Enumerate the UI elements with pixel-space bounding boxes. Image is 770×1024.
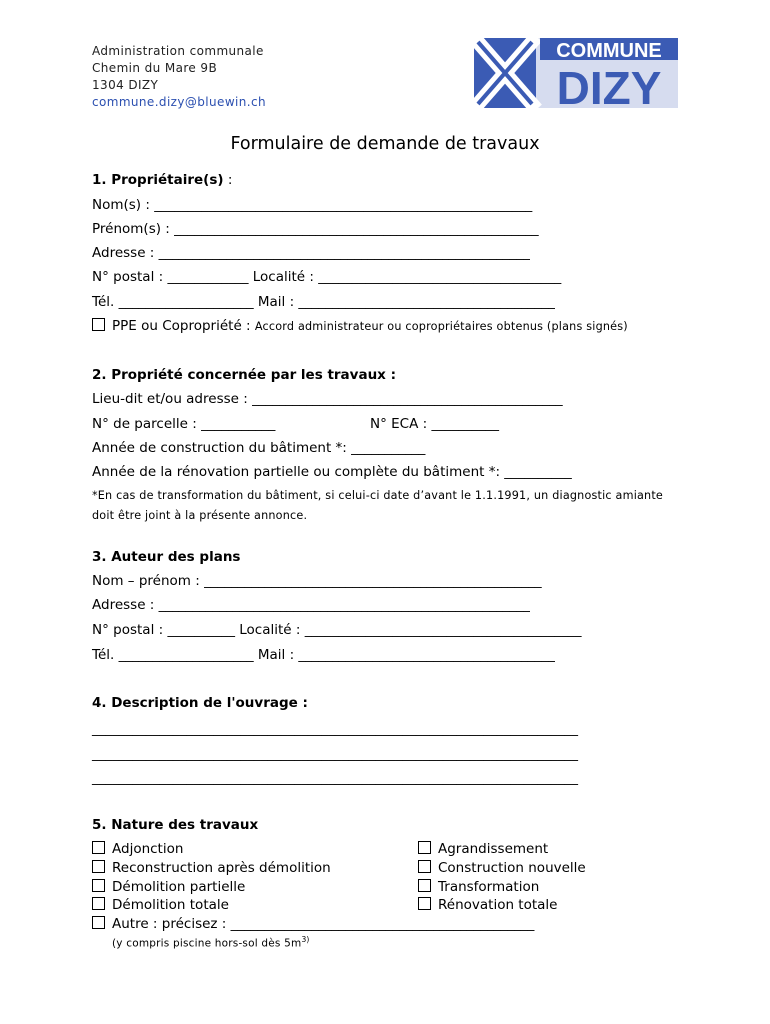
pool-footnote-text: (y compris piscine hors-sol dès 5m <box>112 937 302 950</box>
work-type-label: Rénovation totale <box>438 897 558 913</box>
description-line-1[interactable]: ________________________________________________________________________ <box>92 721 578 737</box>
email-link[interactable]: commune.dizy@bluewin.ch <box>92 95 266 109</box>
work-type-label: Démolition partielle <box>112 879 246 895</box>
renovation-year-field[interactable]: Année de la rénovation partielle ou complète du bâtiment *: __________ <box>92 464 572 480</box>
page-title: Formulaire de demande de travaux <box>230 134 540 154</box>
owner-postal-locality-field[interactable]: N° postal : ____________ Localité : ____________________________________ <box>92 269 562 285</box>
work-type-item <box>418 841 548 857</box>
address-line-2: Chemin du Mare 9B <box>92 61 218 75</box>
description-line-2[interactable]: ________________________________________________________________________ <box>92 746 578 762</box>
section-2-heading: 2. Propriété concernée par les travaux : <box>92 367 396 383</box>
section-4-heading: 4. Description de l'ouvrage : <box>92 695 308 711</box>
total-demolition-checkbox[interactable] <box>92 897 105 910</box>
description-line-3[interactable]: ________________________________________________________________________ <box>92 770 578 786</box>
asbestos-note-line-2: doit être joint à la présente annonce. <box>92 509 308 522</box>
eca-number-field[interactable]: N° ECA : __________ <box>370 416 499 432</box>
property-location-field[interactable]: Lieu-dit et/ou adresse : ______________________________________________ <box>92 391 563 407</box>
work-type-item <box>92 879 245 895</box>
owner-address-field[interactable]: Adresse : _______________________________________________________ <box>92 245 530 261</box>
reconstruction-checkbox[interactable] <box>92 860 105 873</box>
section-1-heading-suffix: : <box>223 172 233 188</box>
work-type-label: Construction nouvelle <box>438 860 586 876</box>
work-type-label: Agrandissement <box>438 841 549 857</box>
work-type-item <box>92 841 183 857</box>
asbestos-note-line-1: *En cas de transformation du bâtiment, si celui-ci date d’avant le 1.1.1991, un diagnostic amiante <box>92 489 664 502</box>
work-type-item <box>418 860 586 876</box>
section-3-heading: 3. Auteur des plans <box>92 549 241 565</box>
pool-footnote <box>112 935 310 950</box>
adjonction-checkbox[interactable] <box>92 841 105 854</box>
work-type-item <box>92 860 331 876</box>
ppe-label: PPE ou Copropriété : <box>112 318 251 334</box>
work-type-label: Adjonction <box>112 841 184 857</box>
ppe-note: Accord administrateur ou copropriétaires obtenus (plans signés) <box>254 320 628 333</box>
address-line-1: Administration communale <box>92 44 264 58</box>
new-construction-checkbox[interactable] <box>418 860 431 873</box>
logo-text-commune: COMMUNE <box>556 40 662 62</box>
partial-demolition-checkbox[interactable] <box>92 879 105 892</box>
owner-firstname-field[interactable]: Prénom(s) : ______________________________________________________ <box>92 221 539 237</box>
logo-text-dizy: DIZY <box>556 62 662 108</box>
section-1-heading <box>92 172 232 188</box>
parcel-number-field[interactable]: N° de parcelle : ___________ <box>92 416 276 432</box>
work-type-label: Démolition totale <box>112 897 229 913</box>
commune-logo <box>474 38 678 108</box>
ppe-row <box>92 318 628 334</box>
other-checkbox[interactable] <box>92 916 105 929</box>
work-type-item <box>418 897 557 913</box>
construction-year-field[interactable]: Année de construction du bâtiment *: ___________ <box>92 440 426 456</box>
author-phone-mail-field[interactable]: Tél. ____________________ Mail : ______________________________________ <box>92 647 555 663</box>
extension-checkbox[interactable] <box>418 841 431 854</box>
author-address-field[interactable]: Adresse : _______________________________________________________ <box>92 597 530 613</box>
author-postal-locality-field[interactable]: N° postal : __________ Localité : _________________________________________ <box>92 622 582 638</box>
section-1-heading-text: 1. Propriétaire(s) <box>92 172 224 188</box>
work-type-label: Transformation <box>438 879 540 895</box>
address-line-3: 1304 DIZY <box>92 78 159 92</box>
work-type-item <box>418 879 539 895</box>
owner-phone-mail-field[interactable]: Tél. ____________________ Mail : ______________________________________ <box>92 294 555 310</box>
owner-name-field[interactable]: Nom(s) : ________________________________________________________ <box>92 197 533 213</box>
work-type-item <box>92 897 229 913</box>
transformation-checkbox[interactable] <box>418 879 431 892</box>
author-name-field[interactable]: Nom – prénom : __________________________________________________ <box>92 573 542 589</box>
ppe-checkbox[interactable] <box>92 318 105 331</box>
section-5-heading: 5. Nature des travaux <box>92 817 259 833</box>
total-renovation-checkbox[interactable] <box>418 897 431 910</box>
other-specify-field[interactable]: Autre : précisez : _____________________________________________ <box>112 916 535 932</box>
work-type-label: Reconstruction après démolition <box>112 860 331 876</box>
pool-footnote-sup: 3) <box>301 935 310 944</box>
other-work-row <box>92 916 534 932</box>
